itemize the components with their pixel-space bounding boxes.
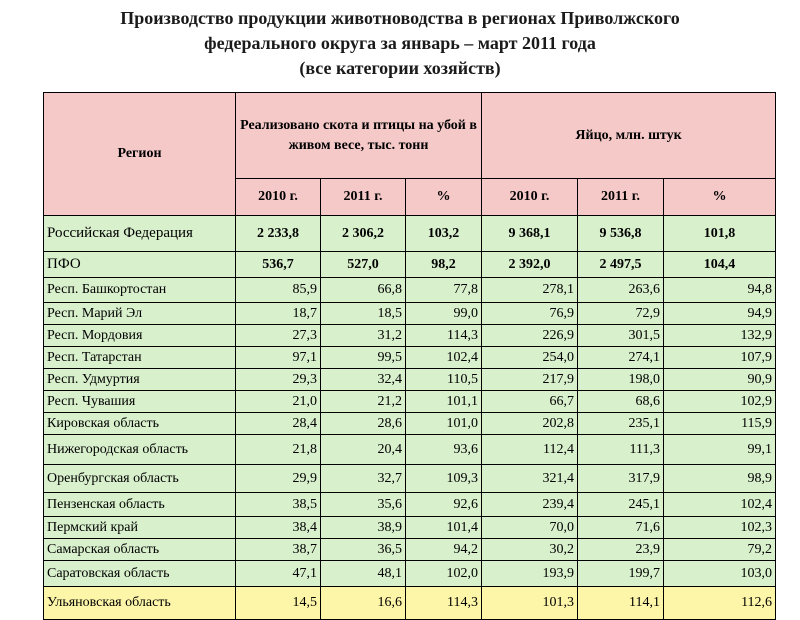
cell-value: 98,2	[406, 252, 482, 278]
cell-value: 217,9	[482, 369, 578, 391]
cell-value: 317,9	[578, 465, 664, 493]
cell-value: 193,9	[482, 561, 578, 587]
cell-value: 48,1	[321, 561, 406, 587]
cell-value: 2 306,2	[321, 216, 406, 252]
region-name: Российская Федерация	[44, 216, 236, 252]
header-livestock-percent: %	[406, 179, 482, 216]
cell-value: 101,3	[482, 587, 578, 620]
cell-value: 114,1	[578, 587, 664, 620]
table-row	[44, 303, 776, 325]
table-row	[44, 465, 776, 493]
header-eggs-2010: 2010 г.	[482, 179, 578, 216]
table-row	[44, 413, 776, 435]
cell-value: 66,8	[321, 278, 406, 303]
cell-value: 38,4	[236, 517, 321, 539]
cell-value: 536,7	[236, 252, 321, 278]
cell-value: 198,0	[578, 369, 664, 391]
cell-value: 28,4	[236, 413, 321, 435]
cell-value: 104,4	[664, 252, 776, 278]
cell-value: 94,2	[406, 539, 482, 561]
cell-value: 70,0	[482, 517, 578, 539]
table-row	[44, 369, 776, 391]
region-name: Пермский край	[44, 517, 236, 539]
cell-value: 94,8	[664, 278, 776, 303]
cell-value: 68,6	[578, 391, 664, 413]
cell-value: 239,4	[482, 493, 578, 517]
cell-value: 29,3	[236, 369, 321, 391]
cell-value: 90,9	[664, 369, 776, 391]
cell-value: 321,4	[482, 465, 578, 493]
cell-value: 278,1	[482, 278, 578, 303]
table-row	[44, 252, 776, 278]
cell-value: 38,5	[236, 493, 321, 517]
cell-value: 226,9	[482, 325, 578, 347]
cell-value: 132,9	[664, 325, 776, 347]
cell-value: 110,5	[406, 369, 482, 391]
region-name: Кировская область	[44, 413, 236, 435]
cell-value: 21,8	[236, 435, 321, 465]
region-name: Респ. Башкортостан	[44, 278, 236, 303]
cell-value: 2 392,0	[482, 252, 578, 278]
cell-value: 254,0	[482, 347, 578, 369]
region-name: Самарская область	[44, 539, 236, 561]
cell-value: 31,2	[321, 325, 406, 347]
table-row	[44, 391, 776, 413]
cell-value: 18,7	[236, 303, 321, 325]
cell-value: 14,5	[236, 587, 321, 620]
table-row	[44, 216, 776, 252]
cell-value: 23,9	[578, 539, 664, 561]
header-livestock: Реализовано скота и птицы на убой в живом весе, тыс. тонн	[236, 93, 482, 179]
cell-value: 66,7	[482, 391, 578, 413]
title-line-1: Производство продукции животноводства в регионах Приволжского	[120, 8, 680, 28]
cell-value: 30,2	[482, 539, 578, 561]
cell-value: 72,9	[578, 303, 664, 325]
header-region: Регион	[44, 93, 236, 216]
page-title	[0, 6, 800, 81]
cell-value: 32,7	[321, 465, 406, 493]
table-row	[44, 325, 776, 347]
cell-value: 99,1	[664, 435, 776, 465]
table-row	[44, 517, 776, 539]
cell-value: 109,3	[406, 465, 482, 493]
table-row	[44, 435, 776, 465]
cell-value: 97,1	[236, 347, 321, 369]
livestock-table	[43, 92, 776, 620]
cell-value: 28,6	[321, 413, 406, 435]
cell-value: 199,7	[578, 561, 664, 587]
cell-value: 112,4	[482, 435, 578, 465]
cell-value: 20,4	[321, 435, 406, 465]
cell-value: 112,6	[664, 587, 776, 620]
cell-value: 245,1	[578, 493, 664, 517]
cell-value: 71,6	[578, 517, 664, 539]
cell-value: 102,4	[406, 347, 482, 369]
cell-value: 35,6	[321, 493, 406, 517]
region-name: Пензенская область	[44, 493, 236, 517]
region-name: ПФО	[44, 252, 236, 278]
cell-value: 111,3	[578, 435, 664, 465]
cell-value: 99,0	[406, 303, 482, 325]
header-livestock-2010: 2010 г.	[236, 179, 321, 216]
cell-value: 93,6	[406, 435, 482, 465]
cell-value: 99,5	[321, 347, 406, 369]
cell-value: 21,0	[236, 391, 321, 413]
table-row	[44, 561, 776, 587]
cell-value: 114,3	[406, 587, 482, 620]
cell-value: 21,2	[321, 391, 406, 413]
cell-value: 202,8	[482, 413, 578, 435]
cell-value: 114,3	[406, 325, 482, 347]
title-line-3: (все категории хозяйств)	[299, 58, 501, 78]
cell-value: 38,7	[236, 539, 321, 561]
cell-value: 103,2	[406, 216, 482, 252]
header-eggs: Яйцо, млн. штук	[482, 93, 776, 179]
cell-value: 527,0	[321, 252, 406, 278]
cell-value: 101,4	[406, 517, 482, 539]
cell-value: 102,0	[406, 561, 482, 587]
table-row	[44, 493, 776, 517]
header-livestock-2011: 2011 г.	[321, 179, 406, 216]
cell-value: 29,9	[236, 465, 321, 493]
cell-value: 274,1	[578, 347, 664, 369]
table-row	[44, 587, 776, 620]
cell-value: 92,6	[406, 493, 482, 517]
cell-value: 107,9	[664, 347, 776, 369]
table-row	[44, 278, 776, 303]
region-name: Ульяновская область	[44, 587, 236, 620]
cell-value: 76,9	[482, 303, 578, 325]
cell-value: 102,4	[664, 493, 776, 517]
region-name: Респ. Мордовия	[44, 325, 236, 347]
region-name: Респ. Удмуртия	[44, 369, 236, 391]
cell-value: 85,9	[236, 278, 321, 303]
cell-value: 102,3	[664, 517, 776, 539]
cell-value: 27,3	[236, 325, 321, 347]
cell-value: 101,0	[406, 413, 482, 435]
cell-value: 9 368,1	[482, 216, 578, 252]
header-eggs-percent: %	[664, 179, 776, 216]
cell-value: 18,5	[321, 303, 406, 325]
cell-value: 301,5	[578, 325, 664, 347]
cell-value: 102,9	[664, 391, 776, 413]
cell-value: 36,5	[321, 539, 406, 561]
cell-value: 79,2	[664, 539, 776, 561]
table-row	[44, 539, 776, 561]
cell-value: 77,8	[406, 278, 482, 303]
region-name: Респ. Марий Эл	[44, 303, 236, 325]
region-name: Респ. Татарстан	[44, 347, 236, 369]
region-name: Респ. Чувашия	[44, 391, 236, 413]
table-row	[44, 347, 776, 369]
cell-value: 101,8	[664, 216, 776, 252]
header-eggs-2011: 2011 г.	[578, 179, 664, 216]
cell-value: 2 497,5	[578, 252, 664, 278]
cell-value: 263,6	[578, 278, 664, 303]
region-name: Саратовская область	[44, 561, 236, 587]
cell-value: 98,9	[664, 465, 776, 493]
cell-value: 101,1	[406, 391, 482, 413]
region-name: Оренбургская область	[44, 465, 236, 493]
region-name: Нижегородская область	[44, 435, 236, 465]
cell-value: 235,1	[578, 413, 664, 435]
cell-value: 103,0	[664, 561, 776, 587]
cell-value: 47,1	[236, 561, 321, 587]
cell-value: 32,4	[321, 369, 406, 391]
cell-value: 2 233,8	[236, 216, 321, 252]
cell-value: 94,9	[664, 303, 776, 325]
title-line-2: федерального округа за январь – март 2011 года	[204, 33, 596, 53]
cell-value: 38,9	[321, 517, 406, 539]
cell-value: 9 536,8	[578, 216, 664, 252]
cell-value: 115,9	[664, 413, 776, 435]
cell-value: 16,6	[321, 587, 406, 620]
